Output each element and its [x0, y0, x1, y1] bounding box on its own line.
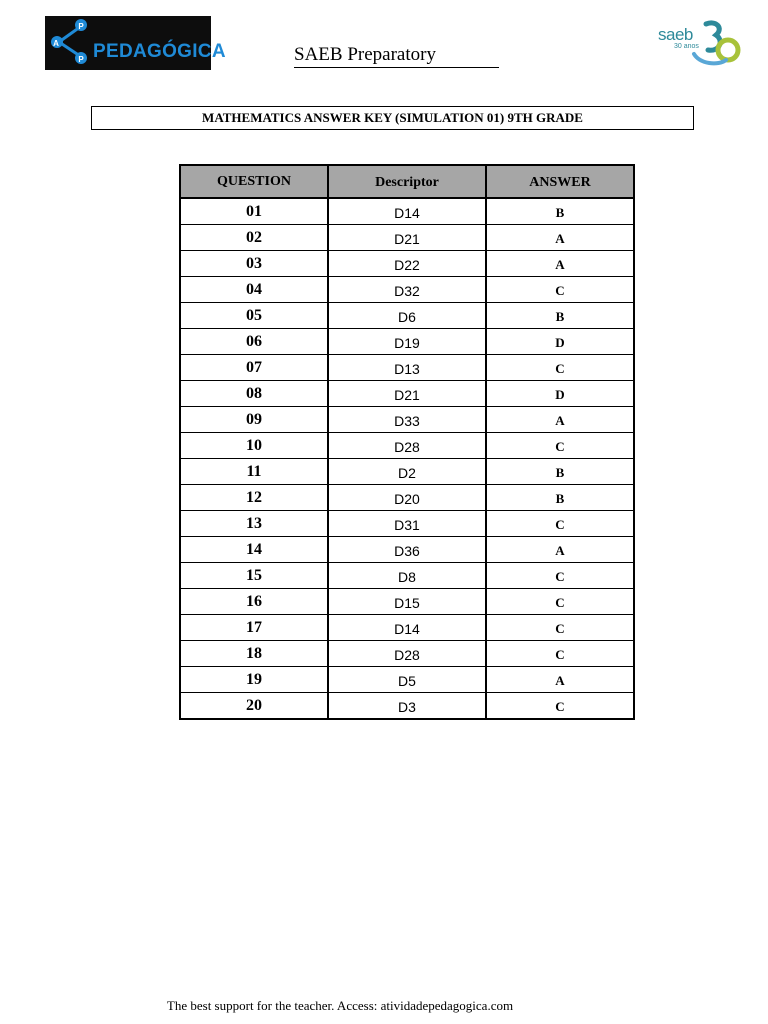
svg-text:P: P	[78, 55, 84, 64]
svg-text:P: P	[78, 22, 84, 31]
descriptor-cell: D31	[328, 511, 486, 537]
descriptor-cell: D33	[328, 407, 486, 433]
answer-cell: C	[486, 277, 634, 303]
footer-text: The best support for the teacher. Access: atividadepedagogica.com	[166, 998, 514, 1013]
question-cell: 13	[180, 511, 328, 537]
descriptor-cell: D28	[328, 641, 486, 667]
question-cell: 20	[180, 693, 328, 720]
question-cell: 06	[180, 329, 328, 355]
table-row	[180, 537, 634, 563]
header-answer: ANSWER	[486, 165, 634, 198]
descriptor-cell: D36	[328, 537, 486, 563]
answer-cell: C	[486, 563, 634, 589]
question-cell: 12	[180, 485, 328, 511]
answer-cell: C	[486, 511, 634, 537]
question-cell: 17	[180, 615, 328, 641]
table-row	[180, 511, 634, 537]
table-row	[180, 225, 634, 251]
pedagogica-logo	[45, 16, 226, 70]
table-row	[180, 277, 634, 303]
table-row	[180, 459, 634, 485]
saeb-anniversary-label: 30 anos	[674, 43, 699, 50]
table-row	[180, 381, 634, 407]
answer-cell: A	[486, 537, 634, 563]
answer-cell: A	[486, 667, 634, 693]
descriptor-cell: D21	[328, 225, 486, 251]
table-row	[180, 485, 634, 511]
table-row	[180, 563, 634, 589]
descriptor-cell: D2	[328, 459, 486, 485]
descriptor-cell: D28	[328, 433, 486, 459]
descriptor-cell: D13	[328, 355, 486, 381]
table-row	[180, 303, 634, 329]
header-question: QUESTION	[180, 165, 328, 198]
answer-cell: A	[486, 407, 634, 433]
saeb-logo	[654, 18, 742, 68]
question-cell: 01	[180, 198, 328, 225]
descriptor-cell: D5	[328, 667, 486, 693]
table-row	[180, 329, 634, 355]
answer-cell: C	[486, 693, 634, 720]
answer-cell: D	[486, 381, 634, 407]
descriptor-cell: D19	[328, 329, 486, 355]
table-row	[180, 667, 634, 693]
question-cell: 02	[180, 225, 328, 251]
answer-cell: A	[486, 251, 634, 277]
descriptor-cell: D15	[328, 589, 486, 615]
table-row	[180, 198, 634, 225]
table-row	[180, 589, 634, 615]
question-cell: 07	[180, 355, 328, 381]
table-row	[180, 251, 634, 277]
descriptor-cell: D6	[328, 303, 486, 329]
question-cell: 10	[180, 433, 328, 459]
page-title: SAEB Preparatory	[294, 44, 499, 68]
answer-cell: B	[486, 303, 634, 329]
question-cell: 19	[180, 667, 328, 693]
answer-cell: A	[486, 225, 634, 251]
svg-text:A: A	[53, 39, 59, 48]
answer-rows	[180, 198, 634, 719]
table-row	[180, 355, 634, 381]
descriptor-cell: D14	[328, 198, 486, 225]
descriptor-cell: D3	[328, 693, 486, 720]
logo-wordmark: PEDAGÓGICA	[93, 41, 226, 62]
answer-cell: B	[486, 485, 634, 511]
answer-key-title: MATHEMATICS ANSWER KEY (SIMULATION 01) 9TH GRADE	[91, 106, 694, 130]
table-row	[180, 433, 634, 459]
descriptor-cell: D14	[328, 615, 486, 641]
question-cell: 05	[180, 303, 328, 329]
question-cell: 11	[180, 459, 328, 485]
descriptor-cell: D8	[328, 563, 486, 589]
descriptor-cell: D21	[328, 381, 486, 407]
header-descriptor: Descriptor	[328, 165, 486, 198]
answer-cell: C	[486, 355, 634, 381]
answer-cell: C	[486, 641, 634, 667]
saeb-wordmark: saeb	[658, 25, 693, 44]
question-cell: 03	[180, 251, 328, 277]
question-cell: 18	[180, 641, 328, 667]
question-cell: 08	[180, 381, 328, 407]
question-cell: 09	[180, 407, 328, 433]
table-row	[180, 407, 634, 433]
answer-cell: C	[486, 589, 634, 615]
answer-cell: C	[486, 615, 634, 641]
table-row	[180, 615, 634, 641]
question-cell: 15	[180, 563, 328, 589]
answer-cell: B	[486, 459, 634, 485]
answer-cell: B	[486, 198, 634, 225]
descriptor-cell: D22	[328, 251, 486, 277]
question-cell: 14	[180, 537, 328, 563]
question-cell: 16	[180, 589, 328, 615]
answer-cell: C	[486, 433, 634, 459]
answer-cell: D	[486, 329, 634, 355]
table-row	[180, 641, 634, 667]
table-row	[180, 693, 634, 720]
table-header-row	[180, 165, 634, 198]
descriptor-cell: D32	[328, 277, 486, 303]
descriptor-cell: D20	[328, 485, 486, 511]
answer-key-table	[179, 164, 635, 720]
question-cell: 04	[180, 277, 328, 303]
